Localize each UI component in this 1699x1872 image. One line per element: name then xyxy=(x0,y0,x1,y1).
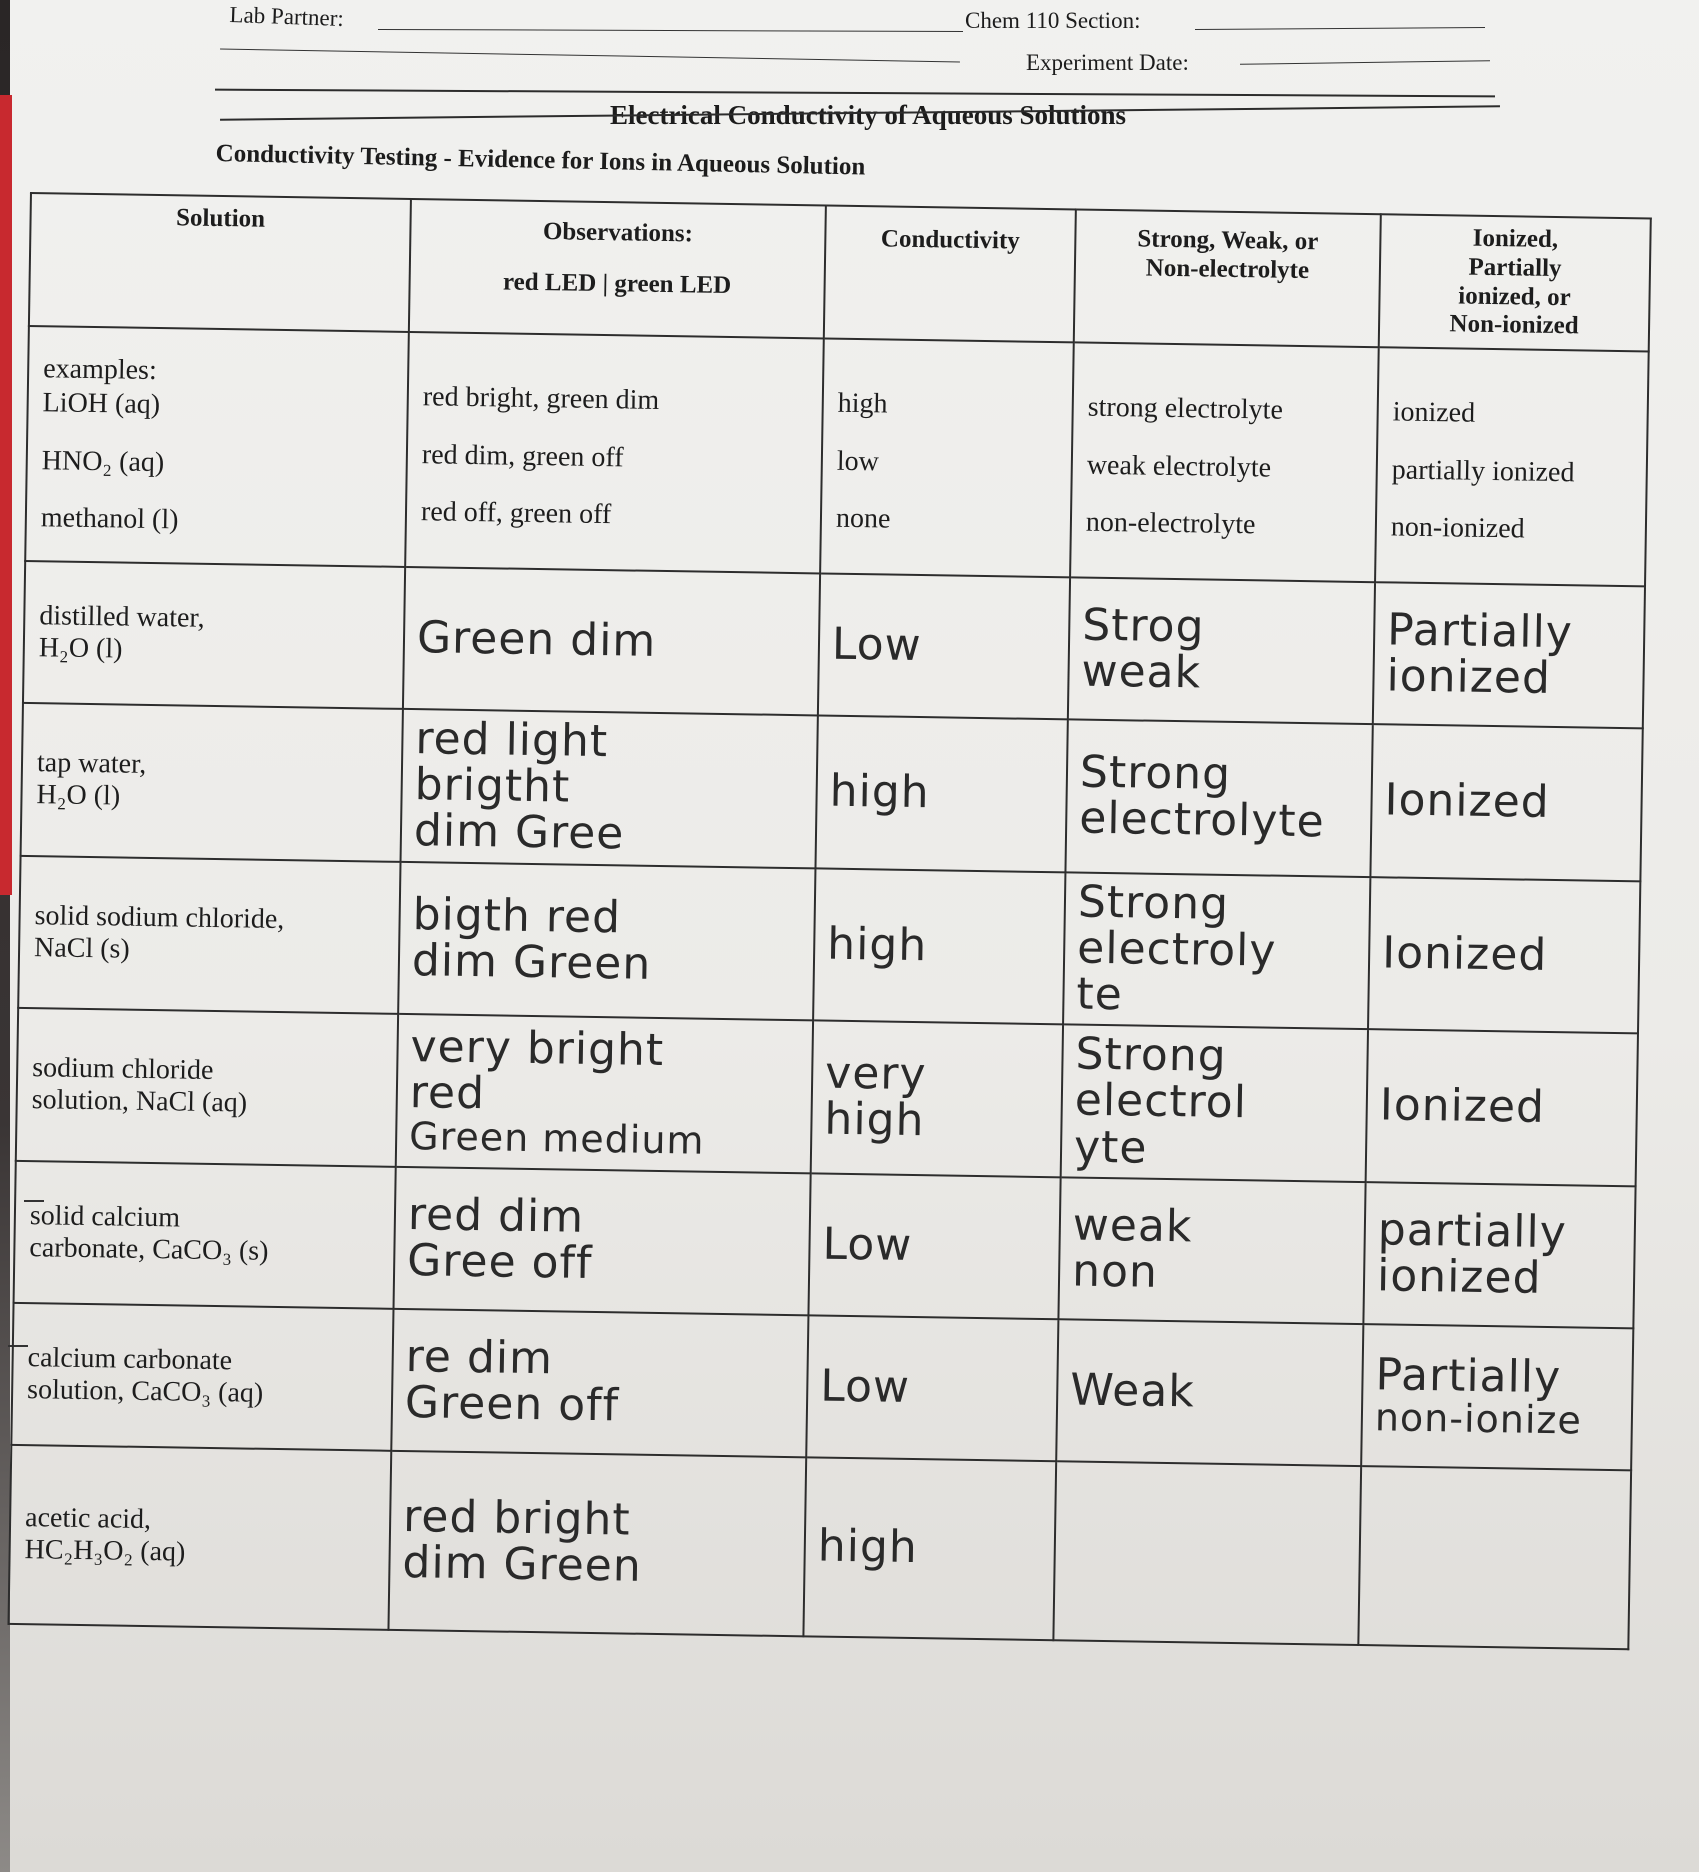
solution-formula: carbonate, CaCO₃ (s) xyxy=(29,1231,269,1267)
handwritten-observation: dim Green xyxy=(402,1537,643,1592)
solution-name: sodium chloride xyxy=(31,1052,214,1087)
handwritten-electrolyte: weak xyxy=(1072,1199,1193,1252)
table-header-row xyxy=(29,193,1651,351)
handwritten-conductivity: Low xyxy=(819,1360,911,1413)
examples-observation-cell xyxy=(405,332,824,573)
worksheet-title: Electrical Conductivity of Aqueous Solutions xyxy=(609,100,1127,130)
header-ionized-line4: Non-ionized xyxy=(1449,310,1579,340)
ionized-cell[interactable] xyxy=(1373,582,1645,728)
handwritten-electrolyte: electroly xyxy=(1076,922,1277,977)
data-table-wrapper xyxy=(7,192,1649,1650)
handwritten-electrolyte: Weak xyxy=(1069,1364,1196,1418)
handwritten-observation: Green off xyxy=(404,1376,620,1432)
handwritten-electrolyte: Strong xyxy=(1077,876,1230,930)
header-solution xyxy=(29,193,411,332)
example-observation: red bright, green dim xyxy=(422,381,660,417)
solution-cell xyxy=(23,561,405,709)
handwritten-observation: red xyxy=(409,1067,486,1120)
header-electrolyte-line2: Non-electrolyte xyxy=(1145,254,1310,284)
header-ionized-line3: ionized, or xyxy=(1458,281,1571,311)
handwritten-conductivity: high xyxy=(817,1520,919,1574)
handwritten-conductivity: Low xyxy=(822,1218,913,1271)
conductivity-cell[interactable] xyxy=(813,868,1065,1024)
examples-solution-cell xyxy=(25,326,409,567)
examples-electrolyte-cell xyxy=(1070,342,1379,582)
conductivity-cell[interactable] xyxy=(811,1021,1063,1177)
conductivity-cell[interactable] xyxy=(806,1315,1058,1461)
solution-name: solid calcium xyxy=(29,1199,181,1233)
solution-name: distilled water, xyxy=(39,600,205,634)
handwritten-observation: red dim xyxy=(407,1188,585,1243)
header-ionized-line2: Partially xyxy=(1468,253,1562,282)
handwritten-conductivity: high xyxy=(826,918,928,971)
handwritten-observation: re dim xyxy=(405,1330,554,1384)
observation-cell[interactable] xyxy=(398,861,815,1020)
header-ionized xyxy=(1379,214,1651,351)
header-solution-label: Solution xyxy=(175,204,266,233)
solution-cell xyxy=(18,855,400,1014)
solution-cell xyxy=(21,703,403,862)
conductivity-cell[interactable] xyxy=(803,1457,1056,1640)
ionized-cell[interactable] xyxy=(1370,724,1642,881)
example-solution: HNO₂ (aq) xyxy=(41,444,165,478)
solution-name: acetic acid, xyxy=(24,1502,152,1536)
handwritten-observation: very bright xyxy=(410,1021,665,1077)
header-observations-led: red LED | green LED xyxy=(502,268,732,299)
conductivity-cell[interactable] xyxy=(808,1173,1060,1319)
electrolyte-cell[interactable] xyxy=(1068,577,1375,724)
table-row xyxy=(21,703,1643,881)
header-observations xyxy=(409,199,826,339)
table-row xyxy=(16,1008,1638,1186)
electrolyte-cell[interactable] xyxy=(1063,872,1370,1029)
handwritten-electrolyte: non xyxy=(1071,1245,1159,1298)
examples-ionized-cell xyxy=(1375,347,1649,586)
solution-formula: HC₂H₃O₂ (aq) xyxy=(24,1534,186,1568)
observation-cell[interactable] xyxy=(394,1167,811,1316)
electrolyte-cell[interactable] xyxy=(1061,1024,1368,1181)
handwritten-conductivity: high xyxy=(824,1094,925,1147)
lab-partner-label: Lab Partner: xyxy=(229,2,345,31)
solution-name: calcium carbonate xyxy=(27,1341,233,1376)
table-row xyxy=(14,1161,1636,1328)
table-row xyxy=(9,1445,1632,1649)
solution-name: tap water, xyxy=(36,747,147,780)
handwritten-conductivity: Low xyxy=(831,618,923,671)
observation-cell[interactable] xyxy=(388,1451,806,1636)
solution-cell xyxy=(14,1161,396,1309)
handwritten-electrolyte: yte xyxy=(1073,1121,1148,1174)
solution-formula: H₂O (l) xyxy=(38,632,123,665)
header-observations-label: Observations: xyxy=(542,218,694,248)
handwritten-ionized: partially xyxy=(1377,1203,1568,1258)
handwritten-ionized: ionized xyxy=(1376,1249,1542,1304)
solution-cell xyxy=(16,1008,398,1167)
example-conductivity: high xyxy=(837,387,888,420)
handwritten-observation: Green dim xyxy=(416,612,657,667)
electrolyte-cell[interactable] xyxy=(1058,1177,1365,1324)
example-ionized: ionized xyxy=(1392,396,1476,429)
ionized-cell[interactable] xyxy=(1361,1324,1633,1470)
observation-cell[interactable] xyxy=(401,709,818,868)
solution-cell xyxy=(11,1303,393,1451)
examples-label: examples: xyxy=(42,353,157,387)
handwritten-observation: Gree off xyxy=(406,1234,593,1289)
header-conductivity xyxy=(824,206,1076,343)
handwritten-observation: red bright xyxy=(402,1491,632,1546)
handwritten-ionized: Ionized xyxy=(1384,774,1551,829)
example-observation: red off, green off xyxy=(420,496,612,531)
example-ionized: partially ionized xyxy=(1391,454,1575,488)
solution-formula: H₂O (l) xyxy=(36,779,121,812)
example-electrolyte: weak electrolyte xyxy=(1086,449,1272,484)
red-folder-edge xyxy=(0,95,12,895)
example-conductivity: none xyxy=(835,502,891,535)
table-row xyxy=(18,855,1640,1033)
conductivity-cell[interactable] xyxy=(818,573,1070,719)
section-label: Chem 110 Section: xyxy=(965,8,1141,33)
electrolyte-cell[interactable] xyxy=(1056,1319,1363,1466)
handwritten-ionized: non-ionize xyxy=(1374,1395,1583,1443)
observation-cell[interactable] xyxy=(396,1014,813,1173)
examples-conductivity-cell xyxy=(820,338,1074,577)
date-label: Experiment Date: xyxy=(1026,50,1189,75)
handwritten-conductivity: high xyxy=(829,765,931,819)
handwritten-ionized: ionized xyxy=(1386,650,1552,704)
observation-cell[interactable] xyxy=(391,1309,808,1458)
handwritten-ionized: Partially xyxy=(1386,604,1574,659)
examples-row xyxy=(25,326,1648,586)
handwritten-electrolyte: Strong xyxy=(1079,746,1232,801)
handwritten-electrolyte: Strong xyxy=(1075,1028,1228,1083)
handwritten-electrolyte: weak xyxy=(1081,645,1202,699)
handwritten-observation: brigtht xyxy=(414,759,571,813)
header-conductivity-label: Conductivity xyxy=(880,225,1021,255)
handwritten-electrolyte: electrol xyxy=(1074,1074,1248,1129)
handwritten-observation: red light xyxy=(415,713,609,768)
solution-formula: solution, NaCl (aq) xyxy=(31,1084,248,1119)
header-electrolyte-line1: Strong, Weak, or xyxy=(1137,225,1319,256)
observation-cell[interactable] xyxy=(403,567,820,716)
handwritten-electrolyte: electrolyte xyxy=(1078,792,1326,848)
electrolyte-cell[interactable] xyxy=(1065,719,1372,876)
handwritten-observation: dim Green xyxy=(411,934,652,990)
conductivity-cell[interactable] xyxy=(815,715,1067,871)
handwritten-ionized: Partially xyxy=(1375,1348,1562,1403)
solution-cell xyxy=(9,1445,392,1630)
ionized-cell[interactable] xyxy=(1366,1029,1638,1186)
ionized-cell-empty[interactable] xyxy=(1358,1466,1631,1649)
solution-formula: NaCl (s) xyxy=(33,932,131,965)
table-row xyxy=(23,561,1645,728)
header-ionized-line1: Ionized, xyxy=(1472,224,1559,254)
ionized-cell[interactable] xyxy=(1363,1182,1635,1328)
example-solution: LiOH (aq) xyxy=(42,387,161,420)
solution-formula: solution, CaCO₃ (aq) xyxy=(26,1373,264,1409)
handwritten-electrolyte: Strog xyxy=(1081,599,1205,653)
electrolyte-cell-empty[interactable] xyxy=(1053,1461,1361,1645)
handwritten-observation: dim Gree xyxy=(413,805,625,860)
header-electrolyte xyxy=(1074,209,1381,347)
handwritten-observation: bigth red xyxy=(412,888,622,944)
handwritten-electrolyte: te xyxy=(1076,968,1124,1021)
handwritten-ionized: Ionized xyxy=(1381,927,1548,981)
example-ionized: non-ionized xyxy=(1390,511,1525,545)
section-subtitle: Conductivity Testing - Evidence for Ions in Aqueous Solution xyxy=(215,140,866,181)
table-row xyxy=(11,1303,1633,1470)
example-electrolyte: non-electrolyte xyxy=(1085,506,1256,541)
example-observation: red dim, green off xyxy=(421,438,624,474)
example-electrolyte: strong electrolyte xyxy=(1087,391,1284,426)
handwritten-ionized: Ionized xyxy=(1379,1079,1546,1134)
conductivity-table xyxy=(7,192,1651,1650)
solution-name: solid sodium chloride, xyxy=(34,899,285,935)
example-solution: methanol (l) xyxy=(40,502,179,536)
handwritten-conductivity: very xyxy=(824,1047,927,1101)
handwritten-observation: Green medium xyxy=(408,1113,705,1163)
example-conductivity: low xyxy=(836,445,880,478)
ionized-cell[interactable] xyxy=(1368,877,1640,1034)
